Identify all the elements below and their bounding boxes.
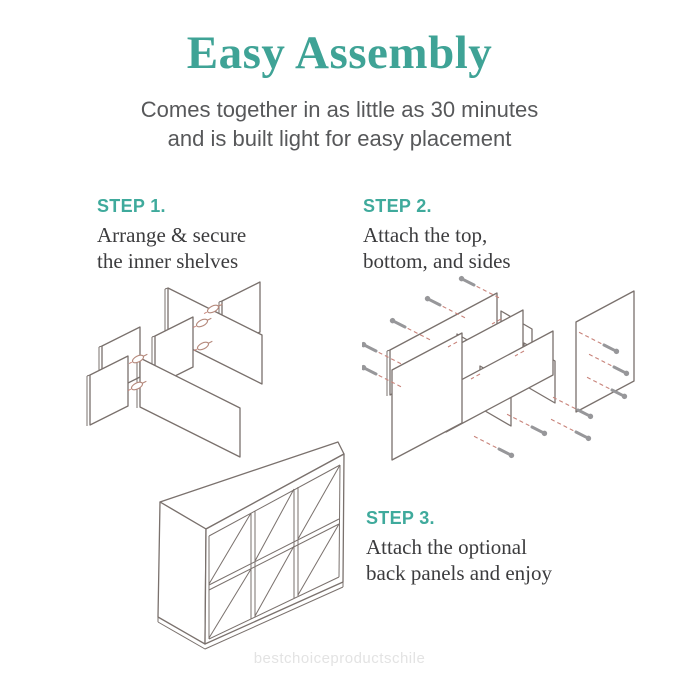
assembled-cube-shelf-diagram xyxy=(150,432,365,660)
step-2-description-line-1: Attach the top, xyxy=(363,223,488,247)
step-3-description-line-1: Attach the optional xyxy=(366,535,527,559)
small-shelf-panel xyxy=(90,356,128,425)
page-title: Easy Assembly xyxy=(186,27,493,79)
subtitle-line-1: Comes together in as little as 30 minutes xyxy=(140,97,539,122)
step-2-description-line-2: bottom, and sides xyxy=(363,249,511,274)
step-3-description xyxy=(366,534,552,586)
step-1-description-line-1: Arrange & secure xyxy=(97,223,247,247)
watermark: bestchoiceproductschile xyxy=(253,650,426,667)
step-2-block xyxy=(363,196,511,274)
step-1-description xyxy=(97,222,246,274)
step-1-block xyxy=(97,196,246,274)
frame-panels xyxy=(387,291,634,460)
step-2-description xyxy=(363,222,511,274)
subtitle-line-2: and is built light for easy placement xyxy=(167,125,512,151)
step-3-label: STEP 3. xyxy=(366,508,435,528)
step-3-block xyxy=(366,508,552,586)
step-1-description-line-2: the inner shelves xyxy=(97,249,239,274)
frame-attachment-exploded-diagram xyxy=(362,272,667,484)
step-2-label: STEP 2. xyxy=(363,196,432,216)
rear-divider-assembly xyxy=(152,282,262,387)
subtitle xyxy=(0,96,679,153)
step-3-description-line-2: back panels and enjoy xyxy=(366,561,553,586)
step-1-label: STEP 1. xyxy=(97,196,166,216)
